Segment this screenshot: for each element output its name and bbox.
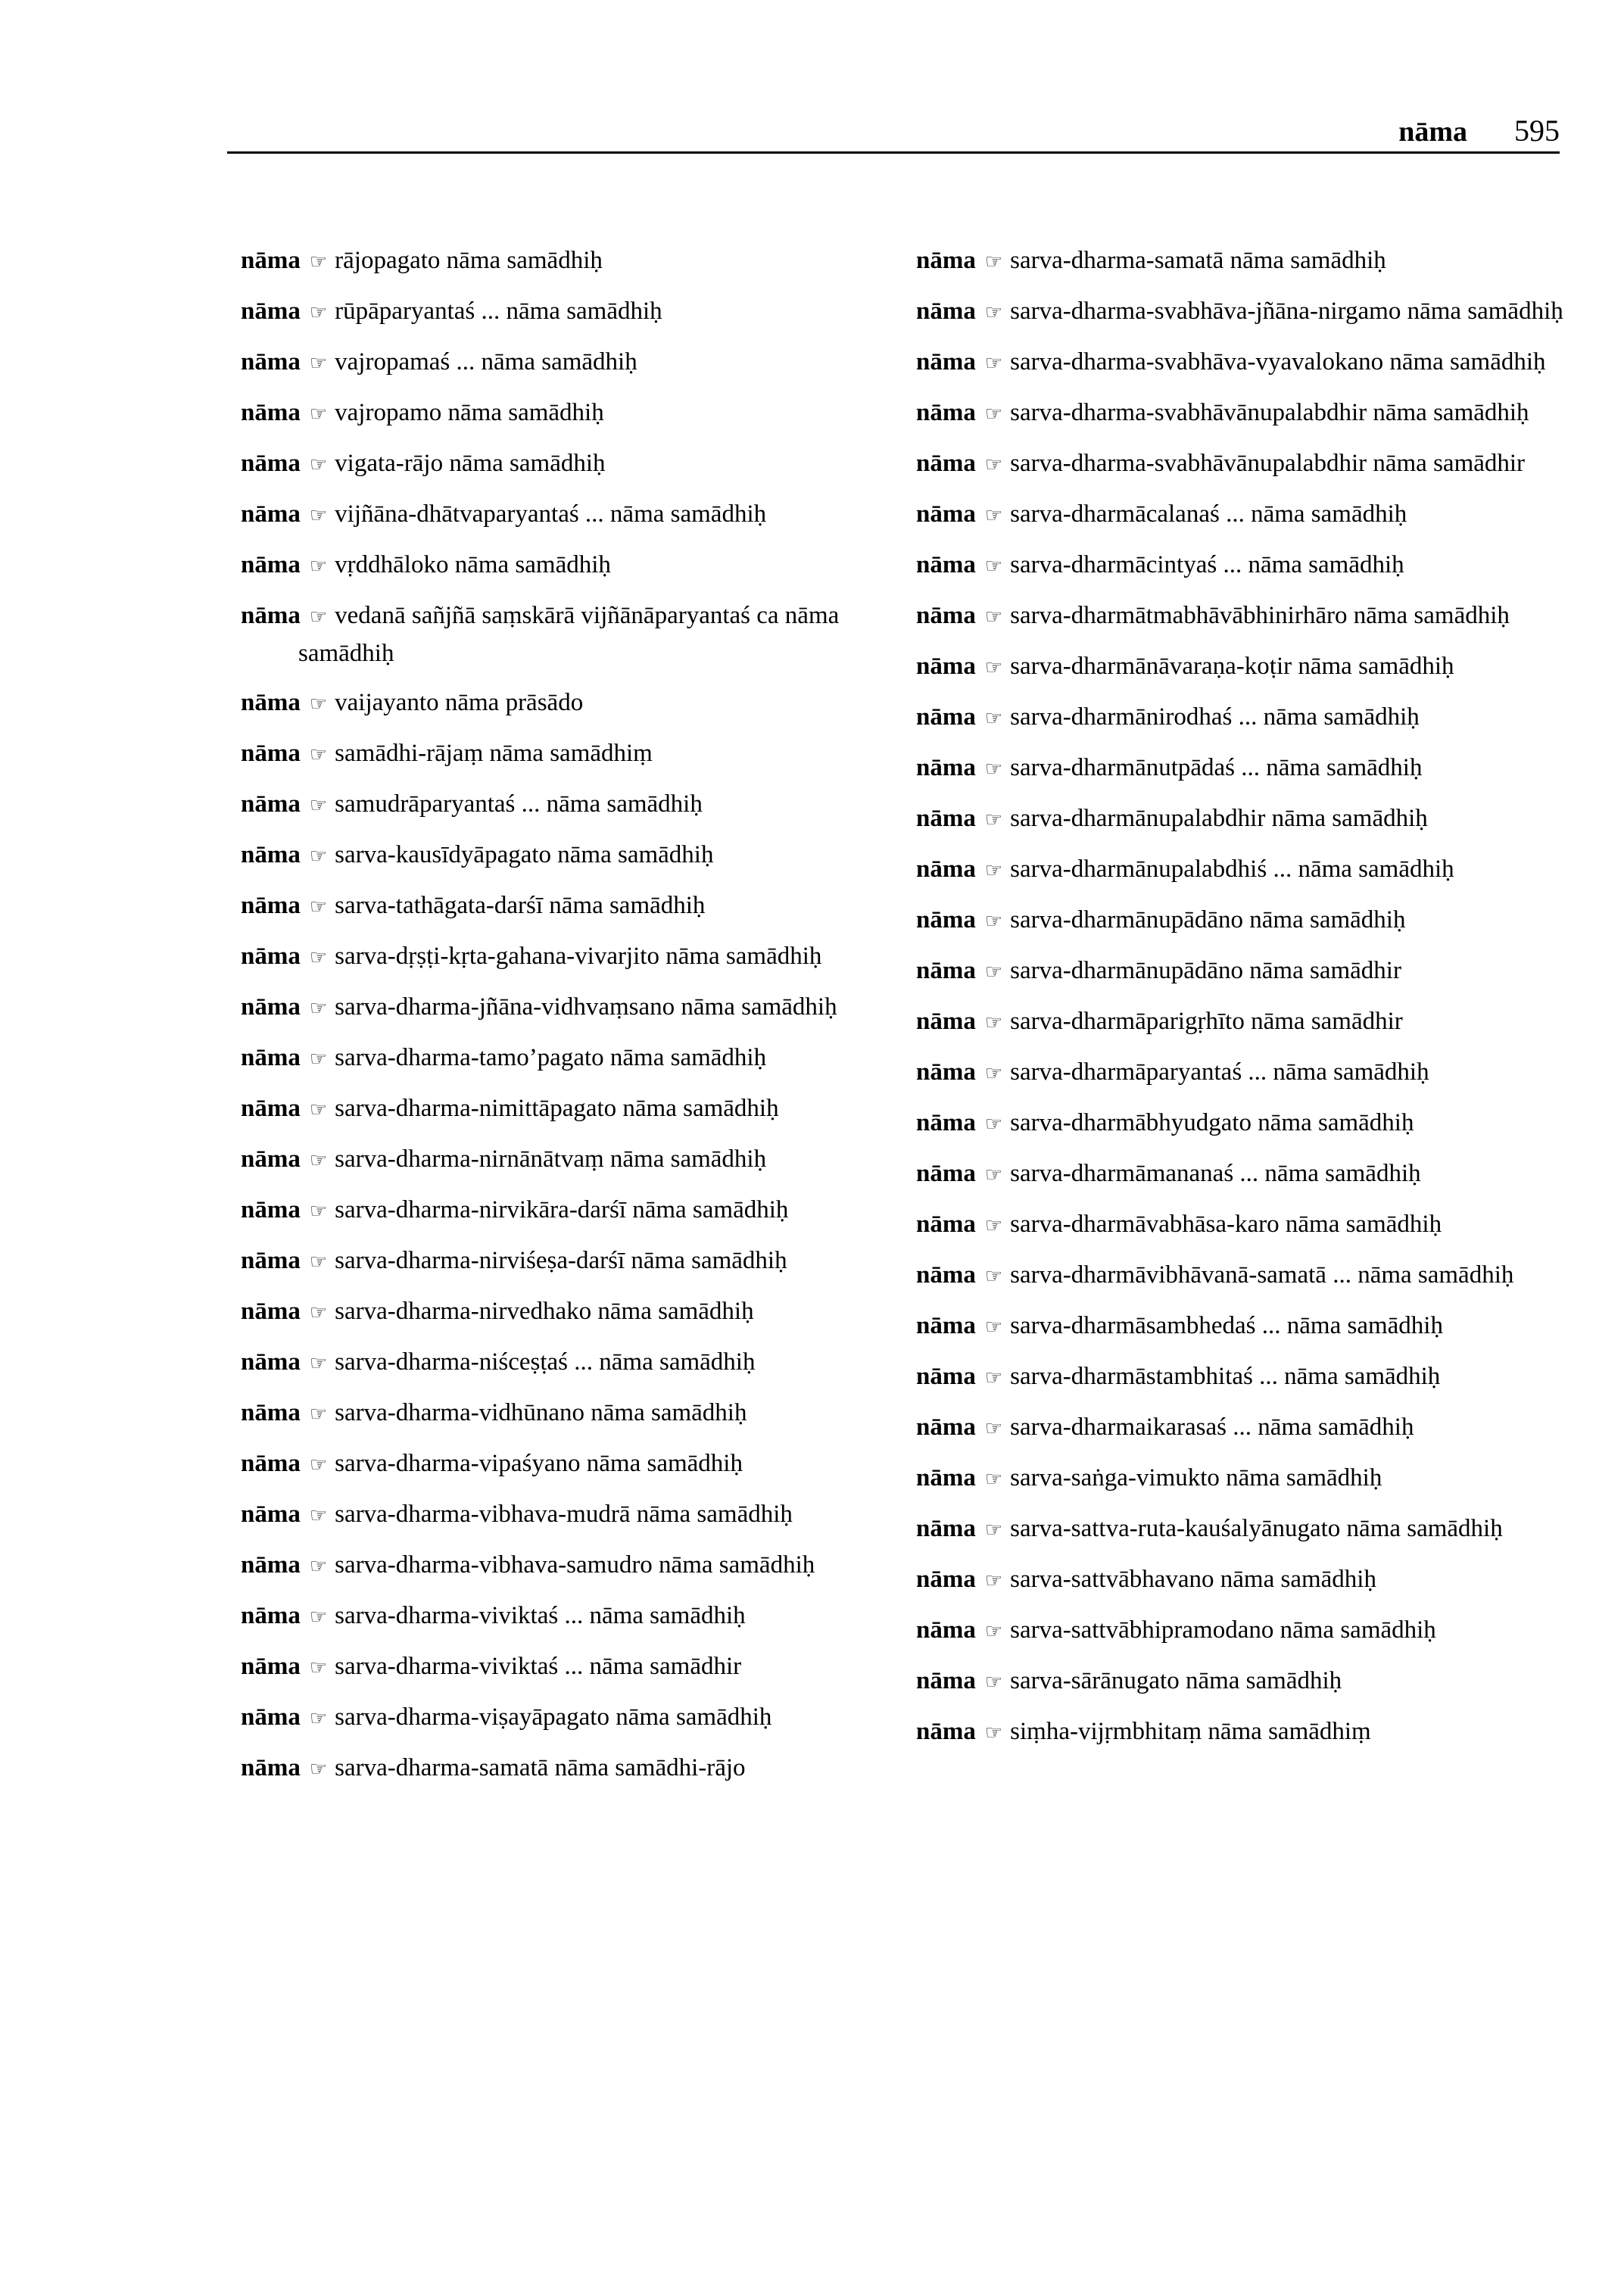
dictionary-entry [916,1713,1567,1751]
pointing-hand-icon: ☞ [984,606,1003,628]
pointing-hand-icon: ☞ [984,1265,1003,1287]
dictionary-entry [241,1750,892,1788]
entry-text: sarva-dharma-samatā nāma samādhiḥ [1010,247,1386,274]
pointing-hand-icon: ☞ [309,1657,328,1678]
pointing-hand-icon: ☞ [309,555,328,577]
dictionary-entry [916,1003,1567,1041]
entry-text: sarva-dharmānupādāno nāma samādhir [1010,957,1401,984]
entry-text: sarva-dharma-tamo’pagato nāma samādhiḥ [335,1044,767,1071]
entry-text: sarva-dharma-vipaśyano nāma samādhiḥ [335,1450,743,1477]
dictionary-entry [241,837,892,874]
pointing-hand-icon: ☞ [984,961,1003,983]
headword: nāma [241,1703,301,1731]
dictionary-entry [916,496,1567,534]
dictionary-entry [916,952,1567,990]
pointing-hand-icon: ☞ [984,555,1003,577]
dictionary-entry [241,786,892,824]
headword: nāma [241,993,301,1021]
dictionary-entry [241,1242,892,1280]
pointing-hand-icon: ☞ [984,504,1003,526]
headword: nāma [241,790,301,818]
dictionary-entry [916,445,1567,483]
pointing-hand-icon: ☞ [984,1569,1003,1591]
entry-text: sarva-dharma-vidhūnano nāma samādhiḥ [335,1399,747,1426]
pointing-hand-icon: ☞ [984,1164,1003,1186]
entry-text: sarva-dharma-svabhāva-vyavalokano nāma samādhiḥ [1010,348,1546,376]
pointing-hand-icon: ☞ [309,301,328,323]
entry-text: sarva-dharma-nimittāpagato nāma samādhiḥ [335,1095,779,1122]
pointing-hand-icon: ☞ [984,454,1003,475]
pointing-hand-icon: ☞ [984,859,1003,881]
headword: nāma [916,1667,976,1694]
headword: nāma [241,298,301,325]
running-head: nāma [1398,116,1467,148]
headword: nāma [916,1464,976,1491]
dictionary-entry [241,1445,892,1483]
headword: nāma [241,1196,301,1223]
headword: nāma [916,653,976,680]
pointing-hand-icon: ☞ [984,910,1003,932]
headword: nāma [916,348,976,376]
dictionary-entry [916,1409,1567,1447]
left-column [241,242,892,1800]
dictionary-entry [241,1395,892,1432]
pointing-hand-icon: ☞ [984,1519,1003,1541]
dictionary-entry [241,394,892,432]
dictionary-entry [241,1547,892,1585]
pointing-hand-icon: ☞ [984,352,1003,374]
pointing-hand-icon: ☞ [984,758,1003,780]
entry-text: sarva-dharma-svabhāva-jñāna-nirgamo nāma samādhiḥ [1010,298,1563,325]
pointing-hand-icon: ☞ [309,403,328,425]
pointing-hand-icon: ☞ [309,1403,328,1425]
entry-text: vigata-rājo nāma samādhiḥ [335,450,606,477]
entry-text: sarva-sattvābhavano nāma samādhiḥ [1010,1566,1376,1593]
entry-text: sarva-dharmānāvaraṇa-koṭir nāma samādhiḥ [1010,653,1454,680]
entry-text: sarva-dharma-jñāna-vidhvaṃsano nāma samādhiḥ [335,993,837,1021]
pointing-hand-icon: ☞ [309,1301,328,1323]
pointing-hand-icon: ☞ [309,1504,328,1526]
dictionary-entry [916,699,1567,737]
entry-text: sarva-dṛṣṭi-kṛta-gahana-vivarjito nāma samādhiḥ [335,943,822,970]
entry-text: sarva-dharma-viviktaś ... nāma samādhiḥ [335,1602,746,1629]
headword: nāma [241,1095,301,1122]
entry-text: sarva-sattvābhipramodano nāma samādhiḥ [1010,1616,1436,1644]
headword: nāma [916,247,976,274]
entry-text: sarva-dharmātmabhāvābhinirhāro nāma samādhiḥ [1010,602,1510,629]
dictionary-entry [916,902,1567,940]
entry-text: sarva-dharmaikarasaś ... nāma samādhiḥ [1010,1413,1414,1441]
headword: nāma [241,500,301,528]
entry-text: sarva-dharma-svabhāvānupalabdhir nāma samādhiḥ [1010,399,1529,426]
dictionary-entry [916,293,1567,331]
entry-text: sarva-dharma-niśceṣṭaś ... nāma samādhiḥ [335,1348,756,1376]
headword: nāma [241,551,301,578]
pointing-hand-icon: ☞ [309,1707,328,1729]
headword: nāma [916,1566,976,1593]
dictionary-entry [916,344,1567,382]
dictionary-entry [241,496,892,534]
pointing-hand-icon: ☞ [309,794,328,816]
headword: nāma [916,703,976,731]
entry-text: sarva-sārānugato nāma samādhiḥ [1010,1667,1342,1694]
headword: nāma [241,602,301,629]
pointing-hand-icon: ☞ [309,1251,328,1273]
dictionary-entry [916,1663,1567,1700]
pointing-hand-icon: ☞ [309,896,328,918]
headword: nāma [241,348,301,376]
pointing-hand-icon: ☞ [309,454,328,475]
headword: nāma [916,551,976,578]
headword: nāma [241,247,301,274]
dictionary-entry [916,1460,1567,1498]
entry-text: vṛddhāloko nāma samādhiḥ [335,551,611,578]
pointing-hand-icon: ☞ [309,1758,328,1780]
headword: nāma [241,1348,301,1376]
dictionary-entry [241,1090,892,1128]
dictionary-entry [916,1155,1567,1193]
entry-text: sarva-dharma-nirvedhako nāma samādhiḥ [335,1298,754,1325]
dictionary-entry [916,1612,1567,1650]
headword: nāma [241,1044,301,1071]
headword: nāma [241,1551,301,1579]
entry-text: sarva-dharmācalanaś ... nāma samādhiḥ [1010,500,1407,528]
dictionary-entry [241,1039,892,1077]
pointing-hand-icon: ☞ [309,606,328,628]
headword: nāma [241,1145,301,1173]
dictionary-entry [241,887,892,925]
dictionary-entry [241,293,892,331]
headword: nāma [916,1211,976,1238]
page-header [227,114,1560,154]
headword: nāma [916,1413,976,1441]
headword: nāma [916,957,976,984]
headword: nāma [916,1515,976,1542]
pointing-hand-icon: ☞ [984,1722,1003,1744]
dictionary-entry [241,684,892,722]
headword: nāma [241,1602,301,1629]
pointing-hand-icon: ☞ [984,251,1003,273]
pointing-hand-icon: ☞ [309,1555,328,1577]
headword: nāma [916,298,976,325]
headword: nāma [241,1298,301,1325]
dictionary-entry [241,938,892,976]
headword: nāma [241,689,301,716]
entry-text: sarva-dharmānutpādaś ... nāma samādhiḥ [1010,754,1423,781]
headword: nāma [241,1399,301,1426]
headword: nāma [241,1247,301,1274]
dictionary-entry [916,851,1567,889]
pointing-hand-icon: ☞ [309,743,328,765]
entry-text: sarva-dharmāvibhāvanā-samatā ... nāma samādhiḥ [1010,1261,1514,1289]
entry-text: sarva-dharma-nirvikāra-darśī nāma samādhiḥ [335,1196,789,1223]
headword: nāma [916,399,976,426]
headword: nāma [916,1261,976,1289]
headword: nāma [916,856,976,883]
pointing-hand-icon: ☞ [309,693,328,715]
dictionary-entry [241,547,892,584]
pointing-hand-icon: ☞ [984,1113,1003,1135]
entry-text: sarva-tathāgata-darśī nāma samādhiḥ [335,892,706,919]
pointing-hand-icon: ☞ [984,1214,1003,1236]
headword: nāma [241,1501,301,1528]
pointing-hand-icon: ☞ [984,1468,1003,1490]
dictionary-entry [916,1257,1567,1295]
headword: nāma [241,892,301,919]
dictionary-entry [241,989,892,1027]
dictionary-entry [241,1496,892,1534]
entry-text: sarva-dharmānupādāno nāma samādhiḥ [1010,906,1406,933]
headword: nāma [916,450,976,477]
pointing-hand-icon: ☞ [984,656,1003,678]
dictionary-entry [916,394,1567,432]
headword: nāma [241,841,301,868]
headword: nāma [916,1616,976,1644]
dictionary-entry [241,1648,892,1686]
dictionary-entry [241,242,892,280]
entry-text: samādhi-rājaṃ nāma samādhiṃ [335,740,653,767]
pointing-hand-icon: ☞ [984,1011,1003,1033]
dictionary-entry [916,1308,1567,1345]
entry-text: sarva-kausīdyāpagato nāma samādhiḥ [335,841,714,868]
pointing-hand-icon: ☞ [309,1606,328,1628]
dictionary-entry [916,648,1567,686]
dictionary-entry [241,1192,892,1230]
dictionary-entry [241,1141,892,1179]
pointing-hand-icon: ☞ [309,504,328,526]
entry-text: sarva-dharmāstambhitaś ... nāma samādhiḥ [1010,1363,1441,1390]
entry-text: sarva-dharma-vibhava-samudro nāma samādhiḥ [335,1551,815,1579]
pointing-hand-icon: ☞ [984,1620,1003,1642]
pointing-hand-icon: ☞ [309,1149,328,1171]
entry-text: samudrāparyantaś ... nāma samādhiḥ [335,790,703,818]
dictionary-entry [916,1105,1567,1142]
entry-text: vaijayanto nāma prāsādo [335,689,584,716]
pointing-hand-icon: ☞ [309,1454,328,1476]
pointing-hand-icon: ☞ [984,301,1003,323]
entry-text: sarva-dharmābhyudgato nāma samādhiḥ [1010,1109,1414,1136]
entry-text: sarva-dharmāparigṛhīto nāma samādhir [1010,1008,1403,1035]
dictionary-entry [916,1358,1567,1396]
entry-text: sarva-dharma-viviktaś ... nāma samādhir [335,1653,742,1680]
entry-text: sarva-dharma-viṣayāpagato nāma samādhiḥ [335,1703,772,1731]
dictionary-entry [241,1597,892,1635]
entry-text: sarva-dharmāparyantaś ... nāma samādhiḥ [1010,1058,1429,1086]
pointing-hand-icon: ☞ [984,403,1003,425]
entry-text: sarva-dharma-samatā nāma samādhi-rājo [335,1754,746,1781]
dictionary-entry [241,1344,892,1382]
pointing-hand-icon: ☞ [309,946,328,968]
entry-text: rūpāparyantaś ... nāma samādhiḥ [335,298,662,325]
right-column [916,242,1567,1764]
pointing-hand-icon: ☞ [309,352,328,374]
entry-text: siṃha-vijṛmbhitaṃ nāma samādhiṃ [1010,1718,1371,1745]
headword: nāma [916,805,976,832]
headword: nāma [241,1754,301,1781]
headword: nāma [916,1718,976,1745]
pointing-hand-icon: ☞ [984,1367,1003,1389]
entry-text: sarva-dharmānupalabdhiś ... nāma samādhiḥ [1010,856,1454,883]
pointing-hand-icon: ☞ [309,1048,328,1070]
pointing-hand-icon: ☞ [984,707,1003,729]
entry-text: sarva-dharmācintyaś ... nāma samādhiḥ [1010,551,1404,578]
pointing-hand-icon: ☞ [984,1671,1003,1693]
pointing-hand-icon: ☞ [309,1200,328,1222]
dictionary-entry [916,750,1567,787]
headword: nāma [241,450,301,477]
dictionary-entry [916,1561,1567,1599]
entry-text: sarva-dharma-svabhāvānupalabdhir nāma samādhir [1010,450,1526,477]
headword: nāma [916,1160,976,1187]
page-number: 595 [1514,114,1560,148]
headword: nāma [916,500,976,528]
entry-text: rājopagato nāma samādhiḥ [335,247,603,274]
pointing-hand-icon: ☞ [309,1352,328,1374]
dictionary-entry [241,344,892,382]
dictionary-entry [916,1206,1567,1244]
headword: nāma [916,1008,976,1035]
entry-text: vijñāna-dhātvaparyantaś ... nāma samādhiḥ [335,500,767,528]
headword: nāma [916,602,976,629]
headword: nāma [916,1363,976,1390]
dictionary-entry [241,445,892,483]
pointing-hand-icon: ☞ [984,1417,1003,1439]
entry-text: sarva-dharmānirodhaś ... nāma samādhiḥ [1010,703,1420,731]
headword: nāma [916,1312,976,1339]
pointing-hand-icon: ☞ [309,1099,328,1121]
headword: nāma [241,1653,301,1680]
dictionary-entry [916,1054,1567,1092]
entry-text: sarva-dharma-nirnānātvaṃ nāma samādhiḥ [335,1145,767,1173]
entry-text: vedanā sañjñā saṃskārā vijñānāparyantaś ca nāma samādhiḥ [298,602,840,667]
pointing-hand-icon: ☞ [309,845,328,867]
headword: nāma [241,943,301,970]
entry-text: sarva-dharmāmananaś ... nāma samādhiḥ [1010,1160,1421,1187]
headword: nāma [916,754,976,781]
entry-text: sarva-sattva-ruta-kauśalyānugato nāma samādhiḥ [1010,1515,1503,1542]
dictionary-entry [916,800,1567,838]
headword: nāma [241,740,301,767]
headword: nāma [241,1450,301,1477]
dictionary-entry [241,1293,892,1331]
pointing-hand-icon: ☞ [984,809,1003,831]
dictionary-entry [916,242,1567,280]
dictionary-entry [241,1699,892,1737]
headword: nāma [916,1109,976,1136]
headword: nāma [241,399,301,426]
pointing-hand-icon: ☞ [984,1062,1003,1084]
pointing-hand-icon: ☞ [984,1316,1003,1338]
entry-text: sarva-dharmānupalabdhir nāma samādhiḥ [1010,805,1428,832]
entry-text: sarva-dharmāsambhedaś ... nāma samādhiḥ [1010,1312,1443,1339]
entry-text: sarva-dharma-vibhava-mudrā nāma samādhiḥ [335,1501,793,1528]
entry-text: sarva-dharma-nirviśeṣa-darśī nāma samādhiḥ [335,1247,787,1274]
entry-text: sarva-dharmāvabhāsa-karo nāma samādhiḥ [1010,1211,1442,1238]
dictionary-entry [241,735,892,773]
dictionary-entry [916,1510,1567,1548]
pointing-hand-icon: ☞ [309,251,328,273]
headword: nāma [916,1058,976,1086]
headword: nāma [916,906,976,933]
pointing-hand-icon: ☞ [309,997,328,1019]
dictionary-entry [916,597,1567,635]
dictionary-entry [241,597,892,672]
entry-text: sarva-saṅga-vimukto nāma samādhiḥ [1010,1464,1382,1491]
entry-text: vajropamaś ... nāma samādhiḥ [335,348,637,376]
entry-text: vajropamo nāma samādhiḥ [335,399,604,426]
dictionary-entry [916,547,1567,584]
